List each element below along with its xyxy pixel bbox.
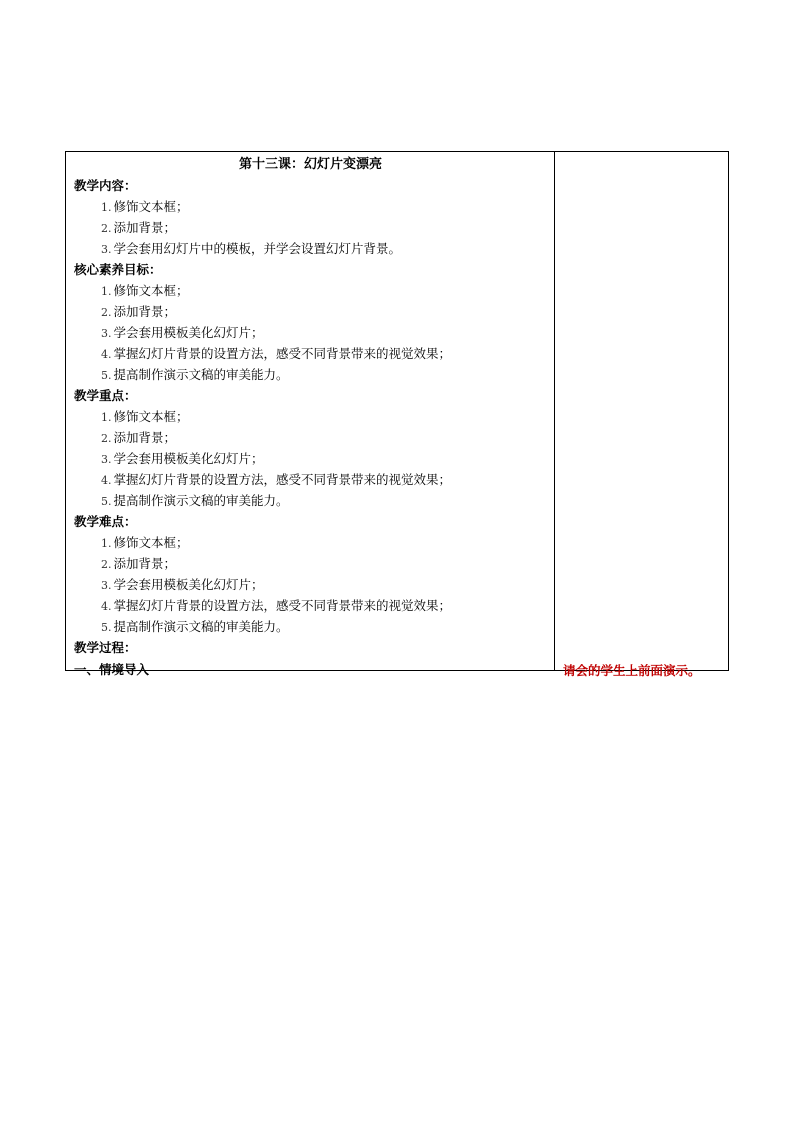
section-heading-process: 教学过程： (74, 640, 137, 655)
list-item: 1. 修饰文本框； (101, 283, 189, 298)
list-item: 4. 掌握幻灯片背景的设置方法，感受不同背景带来的视觉效果； (101, 346, 452, 361)
list-item: 2. 添加背景； (101, 556, 177, 571)
list-item: 3. 学会套用模板美化幻灯片； (101, 451, 264, 466)
list-item: 4. 掌握幻灯片背景的设置方法，感受不同背景带来的视觉效果； (101, 598, 452, 613)
list-item: 1. 修饰文本框； (101, 199, 189, 214)
list-item: 2. 添加背景； (101, 304, 177, 319)
list-item: 5. 提高制作演示文稿的审美能力。 (101, 493, 289, 508)
section-heading-content: 教学内容： (74, 178, 137, 193)
list-item: 1. 修饰文本框； (101, 409, 189, 424)
teacher-note: 请会的学生上前面演示。 (563, 663, 701, 678)
list-item: 1. 修饰文本框； (101, 535, 189, 550)
list-item: 2. 添加背景； (101, 220, 177, 235)
list-item: 5. 提高制作演示文稿的审美能力。 (101, 619, 289, 634)
list-item: 5. 提高制作演示文稿的审美能力。 (101, 367, 289, 382)
lesson-title: 第十三课：幻灯片变漂亮 (238, 157, 382, 172)
list-item: 2. 添加背景； (101, 430, 177, 445)
section-heading-key-points: 教学重点： (74, 388, 137, 403)
list-item: 3. 学会套用幻灯片中的模板，并学会设置幻灯片背景。 (101, 241, 402, 256)
notes-column (555, 152, 729, 678)
section-heading-goals: 核心素养目标： (74, 262, 162, 277)
lesson-plan-table (65, 151, 729, 678)
list-item: 4. 掌握幻灯片背景的设置方法，感受不同背景带来的视觉效果； (101, 472, 452, 487)
process-step-intro: 一、情境导入 (74, 662, 150, 677)
list-item: 3. 学会套用模板美化幻灯片； (101, 577, 264, 592)
main-content-column (66, 152, 555, 677)
list-item: 3. 学会套用模板美化幻灯片； (101, 325, 264, 340)
section-heading-difficulties: 教学难点： (74, 514, 137, 529)
